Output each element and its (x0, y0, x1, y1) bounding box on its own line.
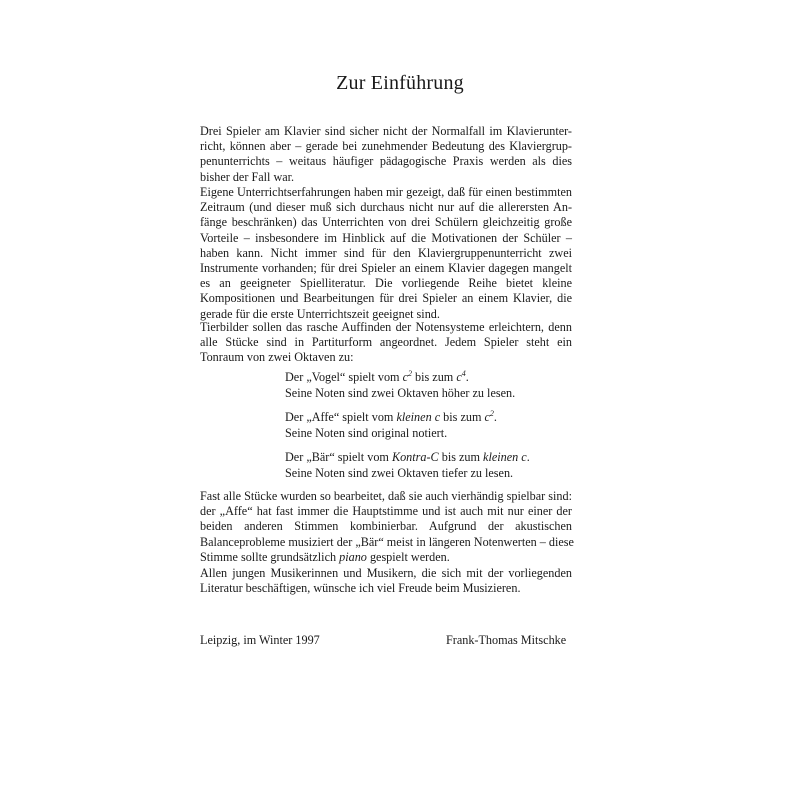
text-line: Vorteile – insbesondere im Hinblick auf die Motivationen der Schüler – (200, 230, 572, 245)
place-date: Leipzig, im Winter 1997 (200, 633, 320, 647)
text-line: Zeitraum (und dieser muß sich durchaus nicht nur auf die allerersten An- (200, 200, 572, 215)
text-line: Stimme sollte grundsätzlich piano gespielt werden. (200, 549, 450, 564)
voice-range-line: Der „Vogel“ spielt vom $c^2$ bis zum $c^4$. (285, 369, 469, 384)
text-line: bisher der Fall war. (200, 169, 295, 184)
voice-range-line: Der „Affe“ spielt vom kleinen c bis zum $c^2$. (285, 409, 497, 424)
text-line: gerade für die erste Unterrichtszeit geeignet sind. (200, 306, 440, 321)
experience-paragraph (200, 185, 572, 322)
page-title: Zur Einführung (336, 72, 464, 94)
text-line: Tonraum von zwei Oktaven zu: (200, 350, 354, 365)
voice-affe (285, 410, 585, 441)
voice-range-line: Der „Bär“ spielt vom Kontra-C bis zum kleinen c. (285, 450, 530, 464)
text-line: fänge beschränken) das Unterrichten von drei Schülern gleichzeitig große (200, 215, 572, 230)
voice-baer (285, 450, 585, 481)
voice-notation-line: Seine Noten sind zwei Oktaven tiefer zu lesen. (285, 465, 514, 480)
text-line: alle Stücke sind in Partiturform angeordnet. Jedem Spieler steht ein (200, 335, 572, 350)
text-line: es an geeigneter Spielliteratur. Die vorliegende Reihe bietet kleine (200, 276, 572, 291)
text-line: beiden anderen Stimmen kombinierbar. Aufgrund der akustischen (200, 519, 572, 534)
text-line: Allen jungen Musikerinnen und Musikern, die sich mit der vorliegenden (200, 566, 572, 580)
text-line: Eigene Unterrichtserfahrungen haben mir gezeigt, daß für einen bestimmten (200, 185, 572, 199)
voice-notation-line: Seine Noten sind original notiert. (285, 425, 448, 440)
text-line: der „Affe“ hat fast immer die Hauptstimme und ist auch mit nur einer der (200, 504, 572, 519)
text-line: Fast alle Stücke wurden so bearbeitet, daß sie auch vierhändig spielbar sind: (200, 489, 572, 503)
animal-pictures-paragraph (200, 320, 572, 366)
text-line: haben kann. Nicht immer sind für den Klaviergruppenunterricht zwei (200, 245, 572, 260)
arrangement-paragraph (200, 489, 572, 565)
text-line: Drei Spieler am Klavier sind sicher nicht der Normalfall im Klavierunter- (200, 124, 572, 138)
text-line: penunterrichts – weitaus häufiger pädagogische Praxis werden als dies (200, 154, 572, 169)
closing-paragraph (200, 566, 572, 596)
author-name: Frank-Thomas Mitschke (446, 633, 567, 647)
intro-paragraph (200, 124, 572, 185)
text-line: Balanceprobleme musiziert der „Bär“ meist in längeren Notenwerten – diese (200, 534, 574, 549)
voice-vogel (285, 370, 585, 401)
text-line: Kompositionen und Bearbeitungen für drei Spieler an einem Klavier, die (200, 291, 572, 306)
text-line: Tierbilder sollen das rasche Auffinden der Notensysteme erleichtern, denn (200, 320, 572, 334)
text-line: richt, können aber – gerade bei zunehmender Bedeutung des Klaviergrup- (200, 139, 572, 154)
text-line: Literatur beschäftigen, wünsche ich viel Freude beim Musizieren. (200, 581, 521, 596)
text-line: Instrumente vorhanden; für drei Spieler an einem Klavier dagegen mangelt (200, 261, 572, 276)
voice-notation-line: Seine Noten sind zwei Oktaven höher zu lesen. (285, 385, 516, 400)
